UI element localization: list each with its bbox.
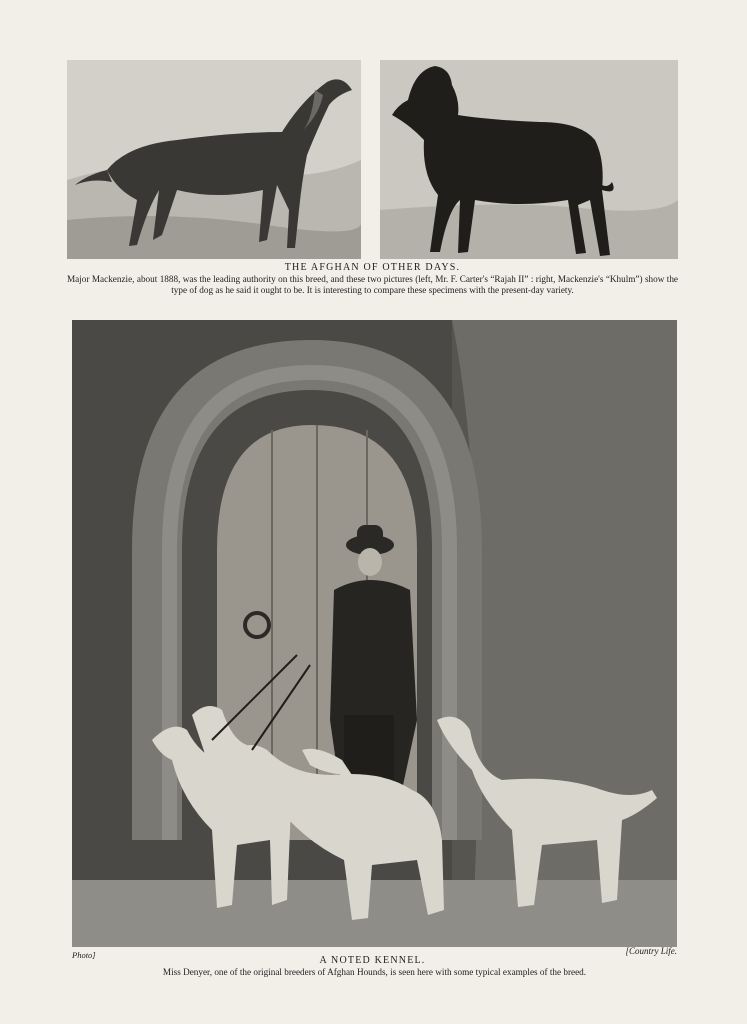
photo-credit-source: [Country Life. [625, 946, 677, 956]
top-caption-title: THE AFGHAN OF OTHER DAYS. [284, 262, 461, 273]
bottom-caption-text: Miss Denyer, one of the original breeders of Afghan Hounds, is seen here with some typical examples of the breed. [162, 967, 587, 977]
photo-khulm [380, 60, 678, 259]
top-caption-text: Major Mackenzie, about 1888, was the leading authority on this breed, and these two pictures (left, Mr. F. Carter's “Rajah II” : right, Mackenzie's “Khulm”) show the type of dog as he said it ought to be. It is interesting to compare these specimens with the present-day variety. [67, 274, 678, 295]
photo-credit-label: Photo] [72, 950, 96, 960]
kennel-scene-illustration [72, 320, 677, 947]
bottom-caption-title: A NOTED KENNEL. [319, 955, 426, 966]
photo-rajah-ii [67, 60, 361, 259]
rajah-ii-illustration [67, 60, 361, 259]
photo-noted-kennel [72, 320, 677, 947]
khulm-illustration [380, 60, 678, 259]
